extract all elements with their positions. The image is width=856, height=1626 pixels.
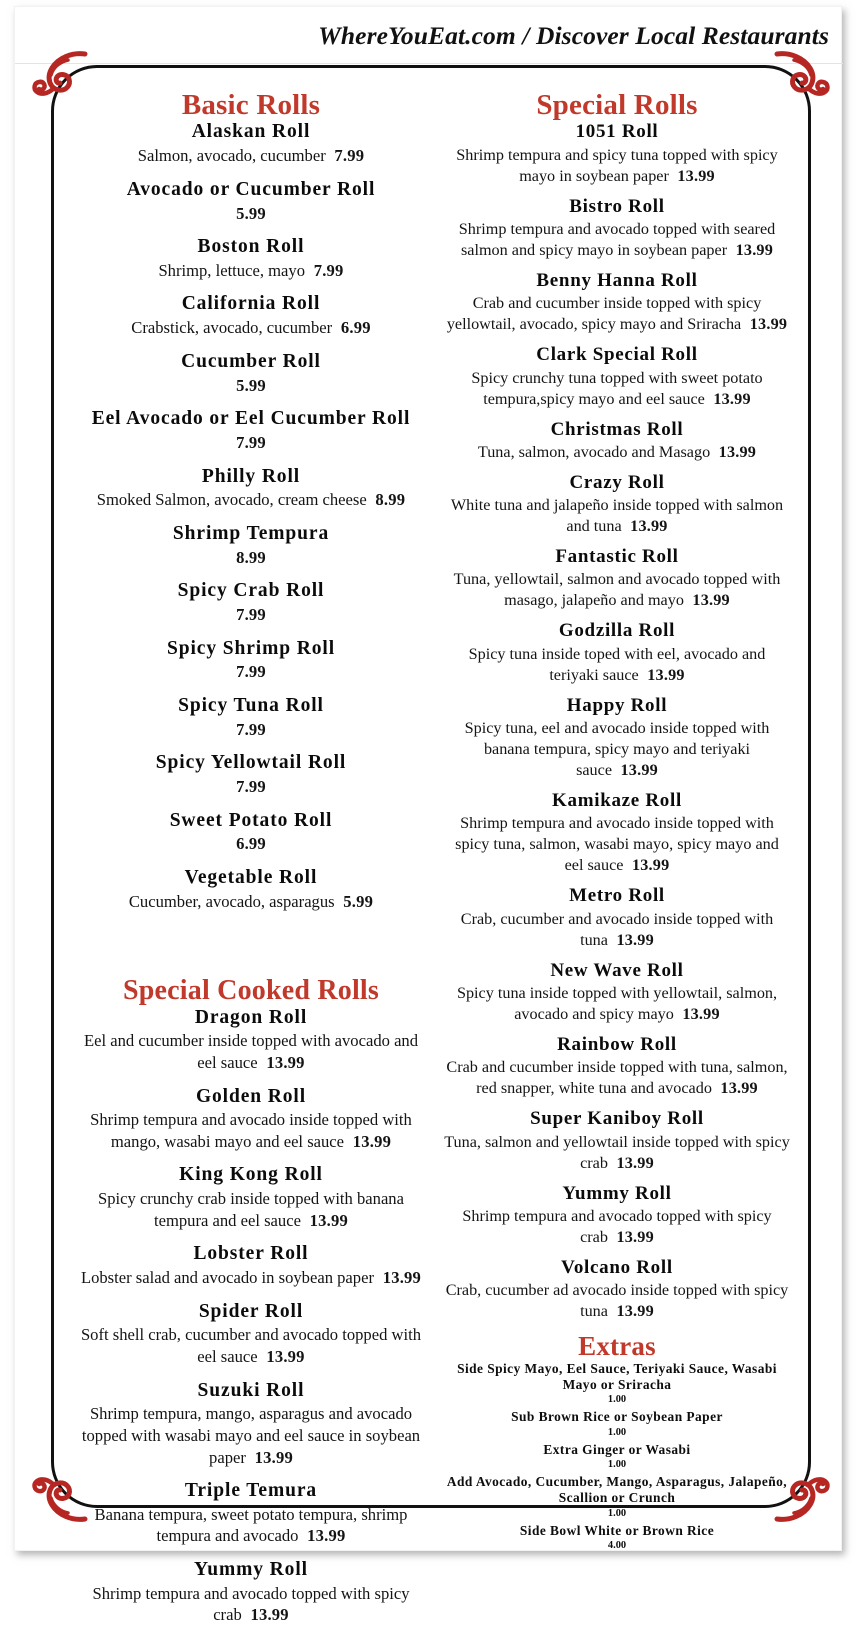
menu-item-description <box>78 891 424 913</box>
section-title-special-cooked-rolls: Special Cooked Rolls <box>122 975 380 1007</box>
menu-item-price: 8.99 <box>236 547 266 567</box>
menu-item <box>78 465 424 511</box>
menu-item-price: 7.99 <box>236 719 266 739</box>
menu-item <box>444 545 790 611</box>
menu-item-name: Golden Roll <box>195 1085 307 1107</box>
menu-item-description <box>78 260 424 282</box>
menu-item-description-text: Crab and cucumber inside topped with spicy yellowtail, avocado, spicy mayo and Sriracha <box>446 294 762 334</box>
menu-item <box>78 579 424 625</box>
menu-item-name: Shrimp Tempura <box>172 522 330 544</box>
menu-item-name: Vegetable Roll <box>184 866 318 888</box>
menu-item <box>78 235 424 281</box>
special-cooked-rolls-item-list <box>78 1006 424 1626</box>
menu-page-sheet <box>14 6 842 1625</box>
menu-item-description <box>444 983 790 1025</box>
menu-item-description-text: Tuna, salmon and yellowtail inside topped with spicy crab <box>444 1132 790 1172</box>
menu-item <box>444 195 790 261</box>
menu-item-name: Benny Hanna Roll <box>536 270 698 292</box>
extras-item-label: Sub Brown Rice or Soybean Paper <box>511 1409 723 1425</box>
special-rolls-item-list <box>444 120 790 1322</box>
menu-item <box>444 269 790 335</box>
menu-item <box>78 178 424 224</box>
menu-item-name: Eel Avocado or Eel Cucumber Roll <box>91 408 411 430</box>
extras-item <box>444 1523 790 1552</box>
extras-item-label: Side Bowl White or Brown Rice <box>519 1522 715 1538</box>
menu-item-description-text: Smoked Salmon, avocado, cream cheese <box>96 490 367 510</box>
menu-item <box>78 1479 424 1547</box>
basic-rolls-item-list <box>78 120 424 912</box>
menu-item <box>78 694 424 740</box>
menu-item-description <box>78 1324 424 1367</box>
menu-item-price: 7.99 <box>236 604 266 624</box>
menu-item-name: Cucumber Roll <box>181 350 321 372</box>
menu-item-description <box>78 1267 424 1289</box>
extras-item-price: 1.00 <box>607 1426 627 1438</box>
menu-item-name: Christmas Roll <box>550 418 684 440</box>
menu-item-name: Boston Roll <box>197 236 305 258</box>
menu-item <box>78 751 424 797</box>
menu-item-name: Lobster Roll <box>193 1243 309 1265</box>
menu-item <box>78 1085 424 1153</box>
menu-item-name: Spicy Shrimp Roll <box>166 637 336 659</box>
menu-item-price: 7.99 <box>305 260 344 280</box>
extras-item-price: 4.00 <box>607 1540 627 1551</box>
menu-item-name: Rainbow Roll <box>557 1034 677 1056</box>
menu-item-name: Happy Roll <box>566 694 668 716</box>
menu-item-description <box>444 219 790 261</box>
section-title-basic-rolls: Basic Rolls <box>181 89 321 121</box>
menu-item-price: 6.99 <box>332 318 371 338</box>
menu-item <box>78 522 424 568</box>
menu-item-description-text: Crab and cucumber inside topped with tuna, salmon, red snapper, white tuna and avocado <box>446 1058 788 1098</box>
menu-item-description <box>444 293 790 335</box>
extras-item-label: Side Spicy Mayo, Eel Sauce, Teriyaki Sauce, Wasabi Mayo or Sriracha <box>457 1360 777 1392</box>
menu-item-name: Suzuki Roll <box>197 1379 305 1401</box>
menu-item-description-text: White tuna and jalapeño inside topped with salmon and tuna <box>450 496 784 536</box>
section-title-extras: Extras <box>578 1331 656 1362</box>
menu-item <box>78 637 424 683</box>
menu-item-name: California Roll <box>181 293 321 315</box>
menu-item <box>78 1163 424 1231</box>
extras-item-price: 1.00 <box>607 1394 627 1406</box>
menu-item-name: Avocado or Cucumber Roll <box>126 178 376 200</box>
menu-item-price: 13.99 <box>704 389 751 408</box>
menu-item-name: Godzilla Roll <box>558 620 676 642</box>
menu-item-description-text: Crabstick, avocado, cucumber <box>131 318 333 338</box>
menu-item <box>444 959 790 1025</box>
menu-item-description <box>444 368 790 410</box>
menu-item <box>444 1256 790 1322</box>
menu-item <box>78 292 424 338</box>
menu-item-price: 13.99 <box>257 1052 305 1072</box>
menu-column-left <box>64 89 434 1625</box>
menu-item <box>444 884 790 950</box>
menu-item-description-text: Banana tempura, sweet potato tempura, shrimp tempura and avocado <box>94 1504 408 1546</box>
menu-item-description-text: Spicy crunchy tuna topped with sweet potato tempura,spicy mayo and eel sauce <box>471 368 763 408</box>
menu-item <box>78 866 424 912</box>
menu-item-name: Super Kaniboy Roll <box>530 1108 704 1130</box>
menu-item-name: Crazy Roll <box>569 471 665 493</box>
menu-item-name: Clark Special Roll <box>536 344 698 366</box>
section-basic-rolls <box>78 90 424 912</box>
menu-item-description <box>78 317 424 339</box>
menu-item-name: Kamikaze Roll <box>552 790 682 812</box>
menu-item <box>444 471 790 537</box>
menu-item <box>444 418 790 463</box>
menu-item-name: Yummy Roll <box>194 1558 308 1580</box>
extras-item <box>444 1361 790 1407</box>
menu-item <box>444 1033 790 1099</box>
menu-item <box>78 1300 424 1368</box>
menu-item-price: 13.99 <box>300 1210 348 1230</box>
menu-item-price: 7.99 <box>325 146 365 166</box>
menu-item-name: Spicy Yellowtail Roll <box>155 752 347 774</box>
menu-item-description <box>78 1188 424 1231</box>
menu-column-right <box>434 89 804 1551</box>
menu-item-price: 6.99 <box>236 834 266 854</box>
menu-item-description-text: Spicy crunchy crab inside topped with banana tempura and eel sauce <box>98 1189 404 1230</box>
menu-item-description <box>444 644 790 686</box>
menu-frame <box>51 65 811 1625</box>
menu-item-price: 8.99 <box>366 490 406 510</box>
menu-item-name: King Kong Roll <box>179 1164 323 1186</box>
menu-item <box>444 619 790 685</box>
menu-item <box>78 1006 424 1074</box>
menu-item-price: 7.99 <box>236 777 266 796</box>
menu-item-name: 1051 Roll <box>575 121 659 143</box>
menu-item-description-text: Soft shell crab, cucumber and avocado topped with eel sauce <box>80 1325 422 1367</box>
menu-item-price: 13.99 <box>638 665 685 684</box>
menu-item-price: 13.99 <box>711 1079 758 1098</box>
menu-item-price: 13.99 <box>741 315 788 334</box>
menu-item-price: 5.99 <box>236 375 266 395</box>
menu-item-price: 13.99 <box>298 1526 346 1546</box>
menu-item-description-text: Shrimp tempura and avocado topped with spicy crab <box>92 1583 410 1625</box>
menu-item-price: 13.99 <box>727 240 774 259</box>
menu-item-price: 13.99 <box>612 761 658 780</box>
menu-item-description <box>444 495 790 537</box>
menu-item-description <box>78 1504 424 1547</box>
menu-item-description <box>78 1583 424 1626</box>
extras-item-price: 1.00 <box>607 1507 627 1519</box>
section-special-cooked-rolls <box>78 976 424 1626</box>
extras-item <box>444 1409 790 1438</box>
menu-item-name: Sweet Potato Roll <box>169 809 333 831</box>
menu-item-name: Alaskan Roll <box>191 121 311 143</box>
menu-item-name: Philly Roll <box>201 465 301 487</box>
menu-item-price: 7.99 <box>236 432 266 452</box>
menu-item-description-text: Shrimp tempura and spicy tuna topped with spicy mayo in soybean paper <box>456 145 778 185</box>
section-title-special-rolls: Special Rolls <box>536 89 698 121</box>
menu-item-description <box>78 1030 424 1073</box>
menu-item-description-text: Shrimp tempura and avocado inside topped with spicy tuna, salmon, wasabi mayo, spicy mayo and eel sauce <box>455 814 779 875</box>
extras-item-price: 1.00 <box>607 1458 627 1470</box>
menu-item-description-text: Spicy tuna inside topped with yellowtail, salmon, avocado and spicy mayo <box>456 983 778 1023</box>
site-header <box>15 21 843 51</box>
menu-item-description-text: Lobster salad and avocado in soybean paper <box>80 1268 374 1288</box>
menu-item <box>78 120 424 166</box>
section-extras <box>444 1332 790 1552</box>
menu-item-description <box>444 1132 790 1174</box>
menu-item-description-text: Crab, cucumber and avocado inside topped with tuna <box>460 909 774 949</box>
menu-item <box>78 1242 424 1288</box>
menu-item-price: 13.99 <box>607 1302 654 1321</box>
menu-item <box>444 343 790 409</box>
menu-item-name: New Wave Roll <box>550 959 684 981</box>
menu-item-name: Bistro Roll <box>569 195 665 217</box>
menu-item-description <box>78 145 424 167</box>
menu-item-price: 13.99 <box>673 1005 720 1023</box>
menu-item <box>78 809 424 855</box>
menu-item-description <box>444 1057 790 1099</box>
menu-item-name: Triple Temura <box>184 1480 318 1502</box>
menu-item-description-text: Shrimp tempura, mango, asparagus and avocado topped with wasabi mayo and eel sauce in soybean paper <box>81 1404 421 1467</box>
menu-item-name: Volcano Roll <box>561 1256 673 1278</box>
menu-item-description-text: Tuna, salmon, avocado and Masago <box>477 442 711 461</box>
menu-item <box>78 1379 424 1468</box>
menu-item <box>444 694 790 781</box>
menu-item-description-text: Tuna, yellowtail, salmon and avocado topped with masago, jalapeño and mayo <box>453 570 781 610</box>
menu-item-name: Spicy Tuna Roll <box>178 694 324 716</box>
menu-item-description-text: Cucumber, avocado, asparagus <box>128 891 335 911</box>
menu-item-description <box>444 1280 790 1322</box>
menu-item-price: 13.99 <box>374 1268 422 1288</box>
menu-item <box>78 407 424 453</box>
menu-item-description-text: Shrimp tempura and avocado topped with seared salmon and spicy mayo in soybean paper <box>458 219 776 259</box>
menu-item-description <box>78 1403 424 1468</box>
menu-item-description-text: Spicy tuna, eel and avocado inside topped with banana tempura, spicy mayo and teriyaki sauce <box>464 718 770 780</box>
menu-item-price: 13.99 <box>241 1605 289 1625</box>
extras-item <box>444 1442 790 1471</box>
menu-item-description-text: Shrimp tempura and avocado inside topped with mango, wasabi mayo and eel sauce <box>90 1110 412 1151</box>
menu-item-price: 13.99 <box>668 166 715 185</box>
menu-item-name: Metro Roll <box>569 885 665 907</box>
site-header-title: WhereYouEat.com / Discover Local Restaurants <box>318 21 829 50</box>
menu-item-description-text: Eel and cucumber inside topped with avocado and eel sauce <box>83 1031 419 1072</box>
menu-item-description <box>444 442 790 463</box>
menu-item-description-text: Salmon, avocado, cucumber <box>137 146 326 166</box>
menu-item-name: Yummy Roll <box>562 1182 672 1204</box>
extras-item-label: Extra Ginger or Wasabi <box>543 1441 691 1457</box>
menu-item-description <box>444 909 790 951</box>
menu-item <box>78 1558 424 1626</box>
menu-item-description <box>444 145 790 187</box>
menu-item-description <box>444 1206 790 1248</box>
menu-item-price: 13.99 <box>607 930 654 949</box>
menu-item-description-text: Spicy tuna inside toped with eel, avocado and teriyaki sauce <box>468 644 766 684</box>
menu-item-price: 13.99 <box>257 1347 305 1367</box>
menu-item-price: 5.99 <box>334 891 374 911</box>
menu-item <box>444 1182 790 1248</box>
menu-item <box>444 120 790 186</box>
menu-item-description <box>444 813 790 876</box>
menu-item <box>78 350 424 396</box>
menu-item-description <box>78 489 424 511</box>
menu-item-description-text: Shrimp, lettuce, mayo <box>158 260 305 280</box>
menu-item-description <box>444 569 790 611</box>
extras-item-label: Add Avocado, Cucumber, Mango, Asparagus, Jalapeño, Scallion or Crunch <box>446 1473 788 1506</box>
menu-item-price: 13.99 <box>607 1153 654 1172</box>
menu-item-price: 13.99 <box>344 1131 392 1151</box>
menu-item-name: Spicy Crab Roll <box>177 580 325 602</box>
menu-columns <box>54 68 814 1625</box>
menu-item-description-text: Shrimp tempura and avocado topped with spicy crab <box>462 1206 772 1246</box>
menu-item-name: Dragon Roll <box>194 1006 308 1028</box>
menu-item-price: 13.99 <box>607 1227 654 1246</box>
header-divider <box>15 63 843 64</box>
menu-item-price: 5.99 <box>236 203 266 223</box>
menu-item-name: Fantastic Roll <box>555 546 679 568</box>
menu-item-price: 13.99 <box>621 517 668 536</box>
menu-item-description-text: Crab, cucumber ad avocado inside topped with spicy tuna <box>445 1281 789 1321</box>
menu-item-description <box>444 718 790 781</box>
section-special-rolls <box>444 90 790 1322</box>
menu-item-name: Spider Roll <box>198 1300 304 1322</box>
menu-item-description <box>78 1109 424 1152</box>
extras-item-list <box>444 1361 790 1552</box>
menu-item <box>444 1107 790 1173</box>
menu-item-price: 7.99 <box>236 662 266 682</box>
extras-item <box>444 1474 790 1520</box>
menu-item-price: 13.99 <box>245 1447 293 1467</box>
menu-item-price: 13.99 <box>710 442 757 461</box>
menu-item-price: 13.99 <box>623 856 670 875</box>
menu-item-price: 13.99 <box>683 591 730 610</box>
menu-item <box>444 789 790 876</box>
